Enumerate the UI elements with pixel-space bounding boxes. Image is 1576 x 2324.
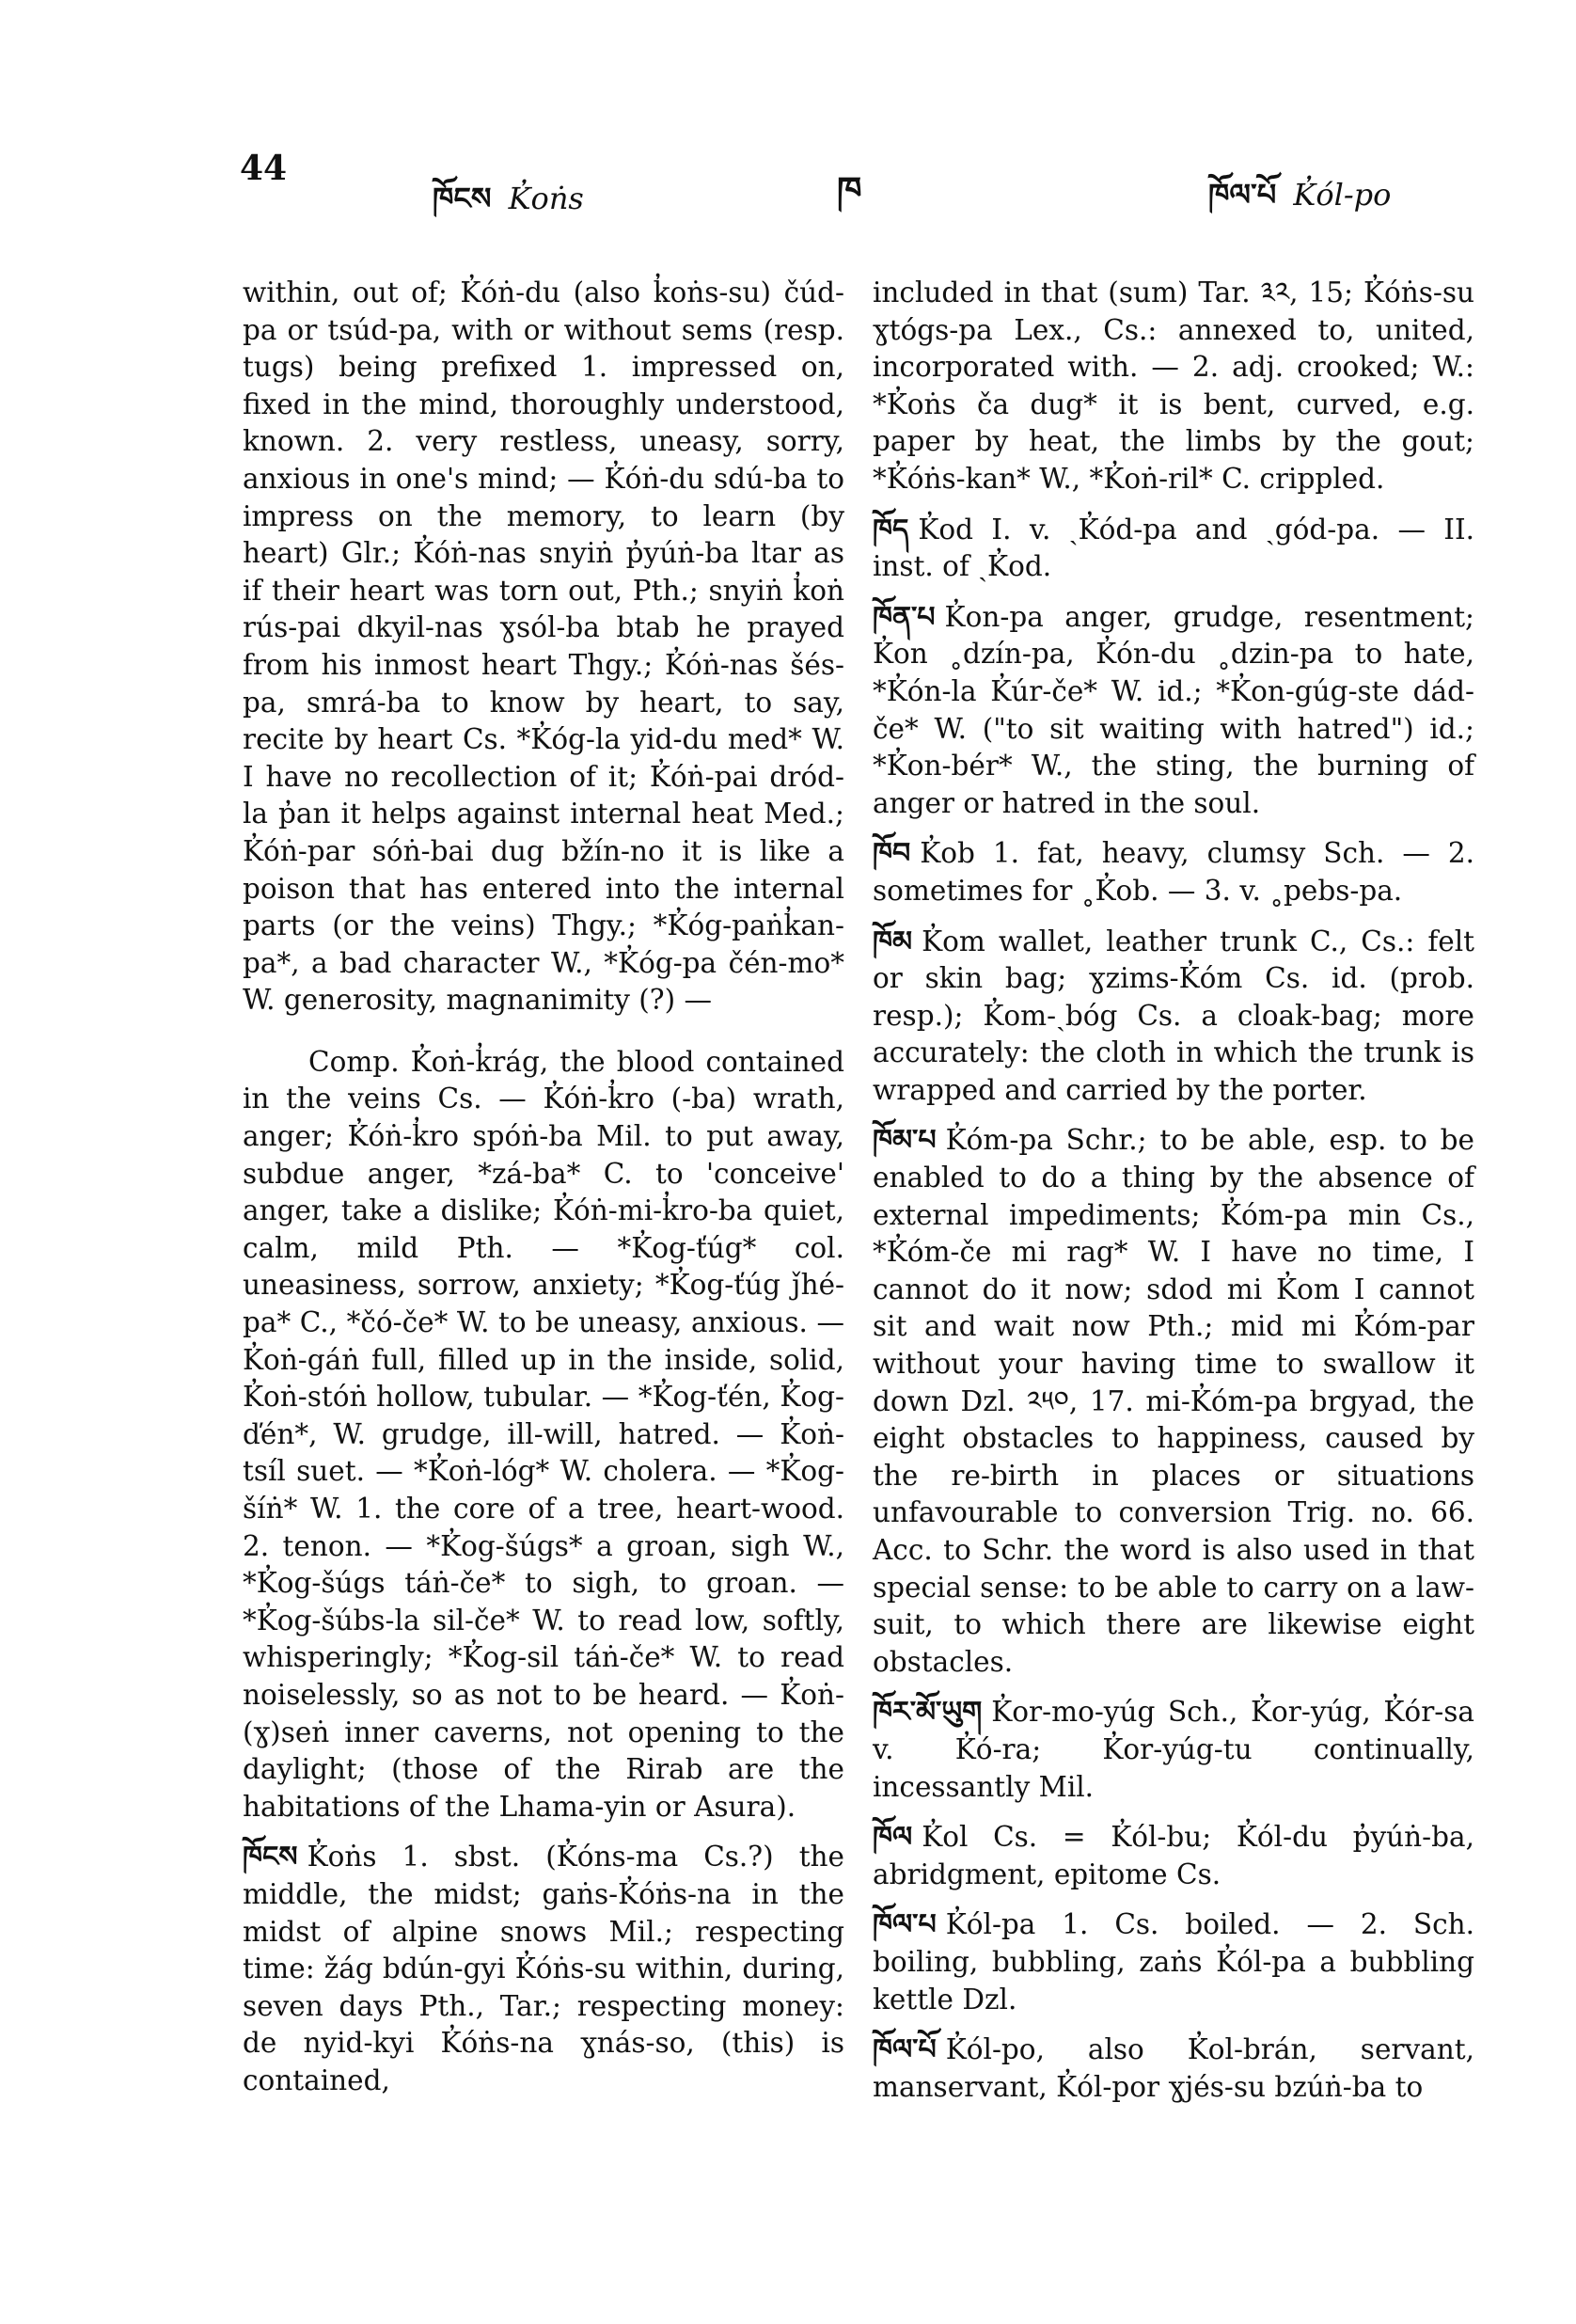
headword-tibetan: ཁོལ: [873, 1821, 913, 1855]
entry-text: K̓or-mo-yúg Sch., K̓or-yúg, K̓ór-sa v. K̓ó-ra; K̓or-yúg-tu continually, incessantly Mil.: [873, 1696, 1474, 1803]
left-column: [243, 275, 844, 2113]
entry-kom-pa: [873, 1122, 1474, 1681]
headword-tibetan: ཁོངས: [243, 1841, 298, 1874]
entry-comp: Comp. K̓oṅ-k̓rág, the blood contained in the veins Cs. — K̓óṅ-k̓ro (-ba) wrath, anger; K̓óṅ-k̓ro spóṅ-ba Mil. to put away, subdue anger, *zá-ba* C. to 'conceive' anger, take a dislike; K̓óṅ-mi-k̓ro-ba quiet, calm, mild Pth. — *K̓og-ťúg* col. uneasiness, sorrow, anxiety; *K̓og-ťúg ǰhé-pa* C., *čó-če* W. to be uneasy, anxious. — K̓oṅ-gáṅ full, filled up in the inside, solid, K̓oṅ-stóṅ hollow, tubular. — *K̓og-ťén, K̓og-ďén*, W. grudge, ill-will, hatred. — K̓oṅ-tsíl suet. — *K̓oṅ-lóg* W. cholera. — *K̓og-šíṅ* W. 1. the core of a tree, heart-wood. 2. tenon. — *K̓og-šúgs* a groan, sigh W., *K̓og-šúgs táṅ-če* to sigh, to groan. — *K̓og-šúbs-la sil-če* W. to read low, softly, whisperingly; *K̓og-sil táṅ-če* W. to read noiselessly, so as not to be heard. — K̓oṅ-(ɣ)seṅ inner caverns, not opening to the daylight; (those of the Rirab are the habitations of the Lhama-yin or Asura).: [243, 1045, 844, 1823]
entry-kod: [873, 512, 1474, 586]
entry-text: K̓ob 1. fat, heavy, clumsy Sch. — 2. sometimes for ˳K̓ob. — 3. v. ˳pebs-pa.: [873, 837, 1474, 907]
headword-tibetan: ཁོམ་པ: [873, 1124, 937, 1158]
headword-tibetan: ཁོལ་པོ: [873, 2033, 937, 2067]
entry-kol: [873, 1819, 1474, 1893]
headword-tibetan: ཁོལ་པ: [873, 1908, 937, 1942]
entry-kol-po: [873, 2032, 1474, 2106]
header-section-letter: ཁ: [837, 169, 862, 211]
entry-text: K̓ol Cs. = K̓ól-bu; K̓ól-du p̓yúṅ-ba, abridgment, epitome Cs.: [873, 1821, 1474, 1890]
header-right-headword: [1208, 162, 1391, 246]
right-column: [873, 275, 1474, 2119]
entry-text: K̓óm-pa Schr.; to be able, esp. to be enabled to do a thing by the absence of external impediments; K̓óm-pa min Cs., *K̓óm-če mi rag* W. I have no time, I cannot do it now; sdod mi K̓om I cannot sit and wait now Pth.; mid mi K̓óm-par without your having time to swallow it down Dzl. ༢༥༠, 17. mi-K̓óm-pa brgyad, the eight obstacles to happiness, caused by the re-birth in places or situations unfavourable to conversion Trig. no. 66. Acc. to Schr. the word is also used in that special sense: to be able to carry on a law-suit, to which there are likewise eight obstacles.: [873, 1124, 1474, 1678]
page-number: 44: [240, 149, 288, 188]
headword-tibetan: ཁོམ: [873, 925, 913, 958]
header-left-translit: K̓oṅs: [508, 181, 584, 216]
headword-tibetan: ཁོབ: [873, 837, 911, 871]
entry-kor-mo-yug: [873, 1694, 1474, 1806]
entry-kob: [873, 835, 1474, 909]
header-left-tibetan: ཁོངས: [433, 181, 492, 216]
entry-text: K̓on-pa anger, grudge, resentment; K̓on ˳dzín-pa, K̓ón-du ˳dzin-pa to hate, *K̓ón-la K̓úr-če* W. id.; *K̓on-gúg-ste dád-če* W. ("to sit waiting with hatred") id.; *K̓on-bér* W., the sting, the burning of anger or hatred in the soul.: [873, 600, 1474, 819]
entry-kon-pa: [873, 599, 1474, 823]
entry-konhs: [243, 1839, 844, 2099]
entry-kom: [873, 924, 1474, 1110]
headword-tibetan: ཁོར་མོ་ཡུག: [873, 1696, 983, 1730]
entry-text: K̓om wallet, leather trunk C., Cs.: felt or skin bag; ɣzims-K̓óm Cs. id. (prob. resp.); K̓om-ˏbóg Cs. a cloak-bag; more accurately: the cloth in which the trunk is wrapped and carried by the porter.: [873, 925, 1474, 1106]
header-right-translit: K̓ól-po: [1293, 177, 1392, 213]
header-left-headword: [433, 166, 584, 250]
entry-konhs-end: included in that (sum) Tar. ༣༢, 15; K̓óṅs-su ɣtógs-pa Lex., Cs.: annexed to, united, incorporated with. — 2. adj. crooked; W.: *K̓oṅs ča dug* it is bent, curved, e.g. paper by heat, the limbs by the gout; *K̓óṅs-kan* W., *K̓oṅ-ril* C. crippled.: [873, 277, 1474, 495]
entry-kol-pa: [873, 1906, 1474, 2018]
headword-tibetan: ཁོད: [873, 513, 909, 546]
header-right-tibetan: ཁོལ་པོ: [1208, 177, 1277, 213]
entry-text: K̓ól-pa 1. Cs. boiled. — 2. Sch. boiling, bubbling, zaṅs K̓ól-pa a bubbling kettle Dzl.: [873, 1908, 1474, 2016]
running-header: [240, 141, 1472, 216]
headword-tibetan: ཁོན་པ: [873, 600, 936, 634]
entry-konhs-continued: within, out of; K̓óṅ-du (also k̓oṅs-su) čúd-pa or tsúd-pa, with or without sems (resp. tugs) being prefixed 1. impressed on, fixed in the mind, thoroughly understood, known. 2. very restless, uneasy, sorry, anxious in one's mind; — K̓óṅ-du sdú-ba to impress on the memory, to learn (by heart) Glr.; K̓óṅ-nas snyiṅ p̓yúṅ-ba ltar as if their heart was torn out, Pth.; snyiṅ k̓oṅ rús-pai dkyil-nas ɣsól-ba btab he prayed from his inmost heart Thgy.; K̓óṅ-nas šés-pa, smrá-ba to know by heart, to say, recite by heart Cs. *K̓óg-la yid-du med* W. I have no recollection of it; K̓óṅ-pai dród-la p̓an it helps against internal heat Med.; K̓óṅ-par sóṅ-bai dug bžín-no it is like a poison that has entered into the internal parts (or the veins) Thgy.; *K̓óg-paṅk̓an-pa*, a bad character W., *K̓óg-pa čén-mo* W. generosity, magnanimity (?) —: [243, 277, 844, 1017]
entry-text: K̓od I. v. ˏK̓ód-pa and ˏgód-pa. — II. inst. of ˏK̓od.: [873, 513, 1474, 583]
entry-text: K̓ól-po, also K̓ol-brán, servant, manservant, K̓ól-por ɣjés-su bzúṅ-ba to: [873, 2033, 1474, 2103]
entry-text: K̓oṅs 1. sbst. (K̓óns-ma Cs.?) the middle, the midst; gaṅs-K̓óṅs-na in the midst of alpine snows Mil.; respecting time: žág bdún-gyi K̓óṅs-su within, during, seven days Pth., Tar.; respecting money: de nyid-kyi K̓óṅs-na ɣnás-so, (this) is contained,: [243, 1841, 844, 2096]
